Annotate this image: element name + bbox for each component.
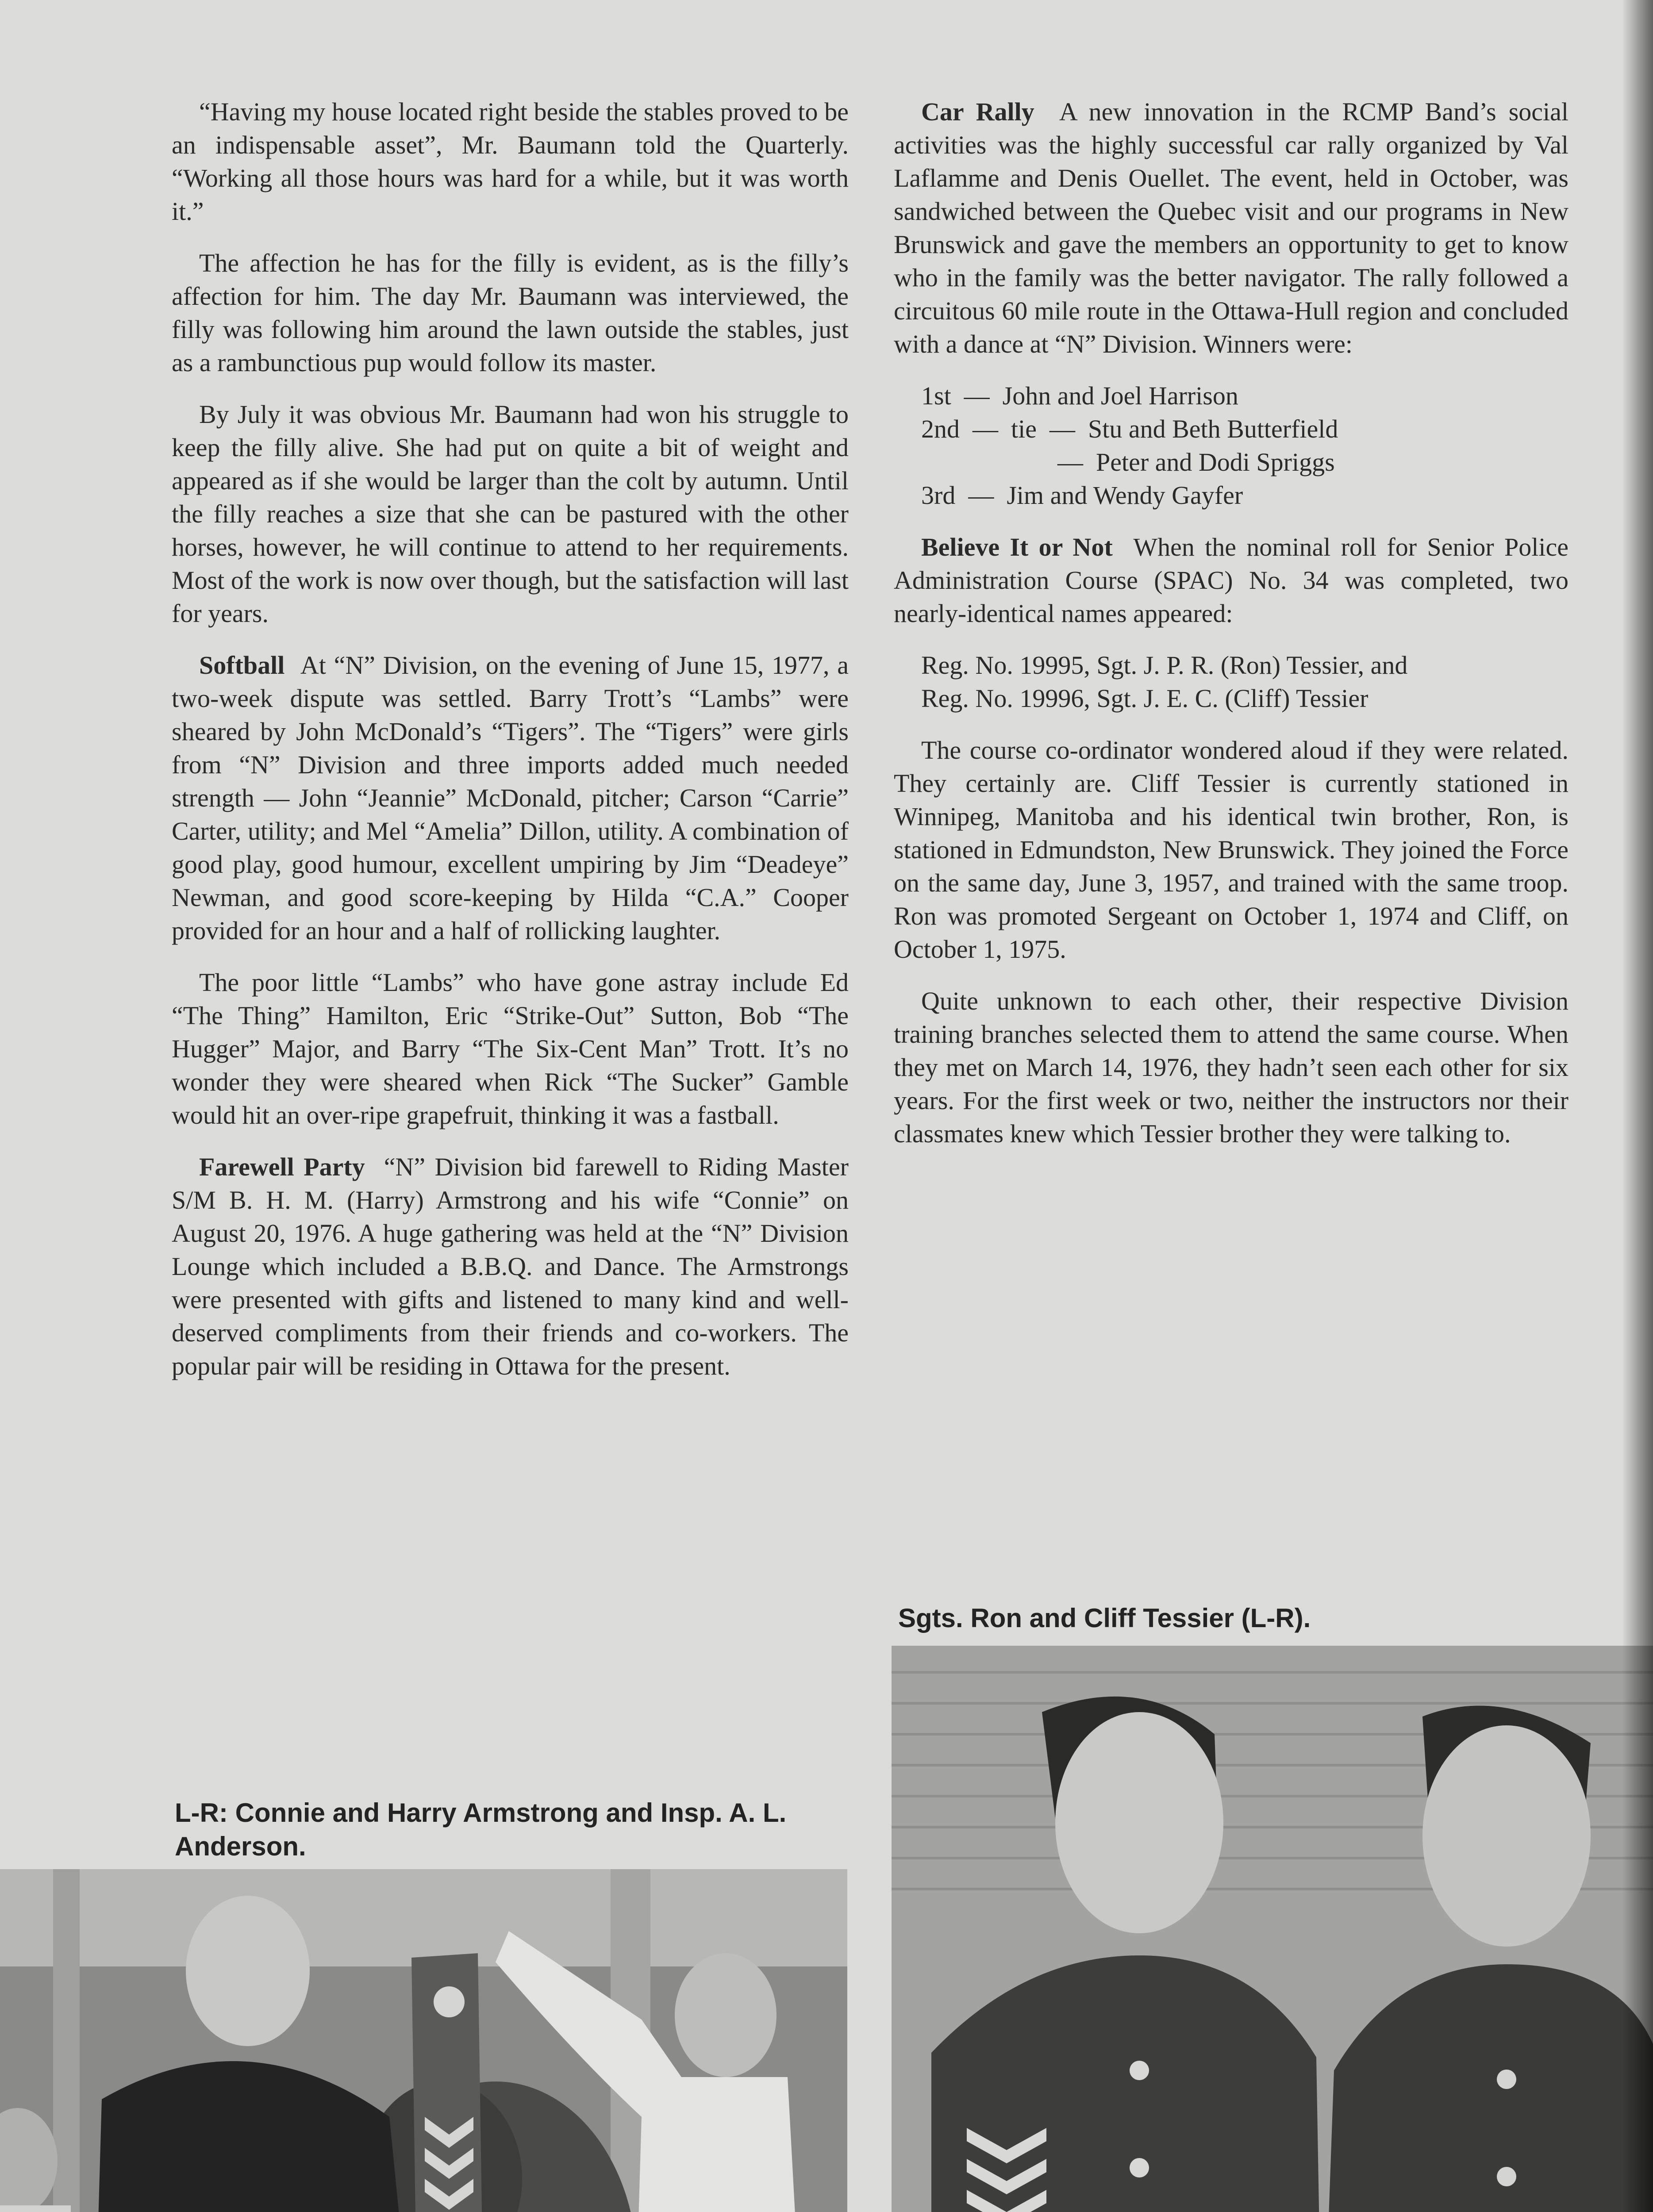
car-rally-text: A new innovation in the RCMP Band’s social activities was the highly successful car rally organized by Val Laflamme and Denis Ouellet. The event, held in October, was sandwiched between the Quebec visit and our programs in New Brunswick and gave the members an opportunity to get to know who in the family was the better navigator. The rally followed a circuitous 60 mile route in the Ottawa-Hull region and concluded with a dance at “N” Division. Winners were: [894,97,1568,358]
right-column [894,95,1568,1169]
winner-row: 1st — John and Joel Harrison [921,381,1238,410]
reg-row: Reg. No. 19995, Sgt. J. P. R. (Ron) Tessier, and [921,651,1408,680]
believe-text: When the nominal roll for Senior Police Administration Course (SPAC) No. 34 was completed, two nearly-identical names appeared: [894,533,1568,628]
paragraph-filly-affection: The affection he has for the filly is evident, as is the filly’s affection for him. The day Mr. Baumann was interviewed, the filly was following him around the lawn outside the stables, just as a rambunctious pup would follow its master. [172,249,849,377]
paragraph-car-rally [894,95,1568,361]
left-column [172,95,849,1401]
paragraph-unknown: Quite unknown to each other, their respective Division training branches selected them to attend the same course. When they met on March 14, 1976, they hadn’t seen each other for six years. For the first week or two, neither the instructors nor their classmates knew which Tessier brother they were talking to. [894,987,1568,1148]
photo-tessier-twins [892,1646,1653,2212]
winner-row: 3rd — Jim and Wendy Gayfer [921,481,1243,510]
winner-row: — Peter and Dodi Spriggs [1057,448,1335,476]
winners-list [894,379,1568,512]
winner-row: 2nd — tie — Stu and Beth Butterfield [921,415,1338,443]
paragraph-believe [894,530,1568,630]
paragraph-softball [172,649,849,947]
paragraph-lambs: The poor little “Lambs” who have gone astray include Ed “The Thing” Hamilton, Eric “Strike-Out” Sutton, Bob “The Hugger” Major, and Barry “The Six-Cent Man” Trott. It’s no wonder they were sheared when Rick “The Sucker” Gamble would hit an over-ripe grapefruit, thinking it was a fastball. [172,968,849,1129]
paragraph-farewell [172,1150,849,1382]
caption-tessier: Sgts. Ron and Cliff Tessier (L-R). [898,1603,1311,1633]
farewell-heading: Farewell Party [199,1152,365,1181]
believe-heading: Believe It or Not [921,533,1113,561]
reg-numbers [894,649,1568,715]
reg-row: Reg. No. 19996, Sgt. J. E. C. (Cliff) Tessier [921,684,1369,713]
paragraph-baumann-quote: “Having my house located right beside the stables proved to be an indispensable asset”, Mr. Baumann told the Quarterly. “Working all those hours was hard for a while, but it was worth it.” [172,97,849,226]
page-edge-shadow [1622,0,1653,2212]
softball-text: At “N” Division, on the evening of June 15, 1977, a two-week dispute was settled. Barry Trott’s “Lambs” were sheared by John McDonald’s “Tigers”. The “Tigers” were girls from “N” Division and three imports added much needed strength — John “Jeannie” McDonald, pitcher; Carson “Carrie” Carter, utility; and Mel “Amelia” Dillon, utility. A combination of good play, good humour, excellent umpiring by Jim “Deadeye” Newman, and good score-keeping by Hilda “C.A.” Cooper provided for an hour and a half of rollicking laughter. [172,651,849,945]
photo-armstrong-presentation [0,1869,847,2212]
paragraph-coordinator: The course co-ordinator wondered aloud if they were related. They certainly are. Cliff Tessier is currently stationed in Winnipeg, Manitoba and his identical twin brother, Ron, is stationed in Edmundston, New Brunswick. They joined the Force on the same day, June 3, 1957, and trained with the same troop. Ron was promoted Sergeant on October 1, 1974 and Cliff, on October 1, 1975. [894,736,1568,964]
farewell-text: “N” Division bid farewell to Riding Master S/M B. H. M. (Harry) Armstrong and his wife “Connie” on August 20, 1976. A huge gathering was held at the “N” Division Lounge which included a B.B.Q. and Dance. The Armstrongs were presented with gifts and listened to many kind and well-deserved compliments from their friends and co-workers. The popular pair will be residing in Ottawa for the present. [172,1152,849,1380]
car-rally-heading: Car Rally [921,97,1034,126]
softball-heading: Softball [199,651,285,680]
paragraph-filly-july: By July it was obvious Mr. Baumann had won his struggle to keep the filly alive. She had put on quite a bit of weight and appeared as if she would be larger than the colt by autumn. Until the filly reaches a size that she can be pastured with the other horses, however, he will continue to attend to her requirements. Most of the work is now over though, but the satisfaction will last for years. [172,400,849,628]
caption-armstrong: L-R: Connie and Harry Armstrong and Insp. A. L. Anderson. [175,1798,787,1861]
